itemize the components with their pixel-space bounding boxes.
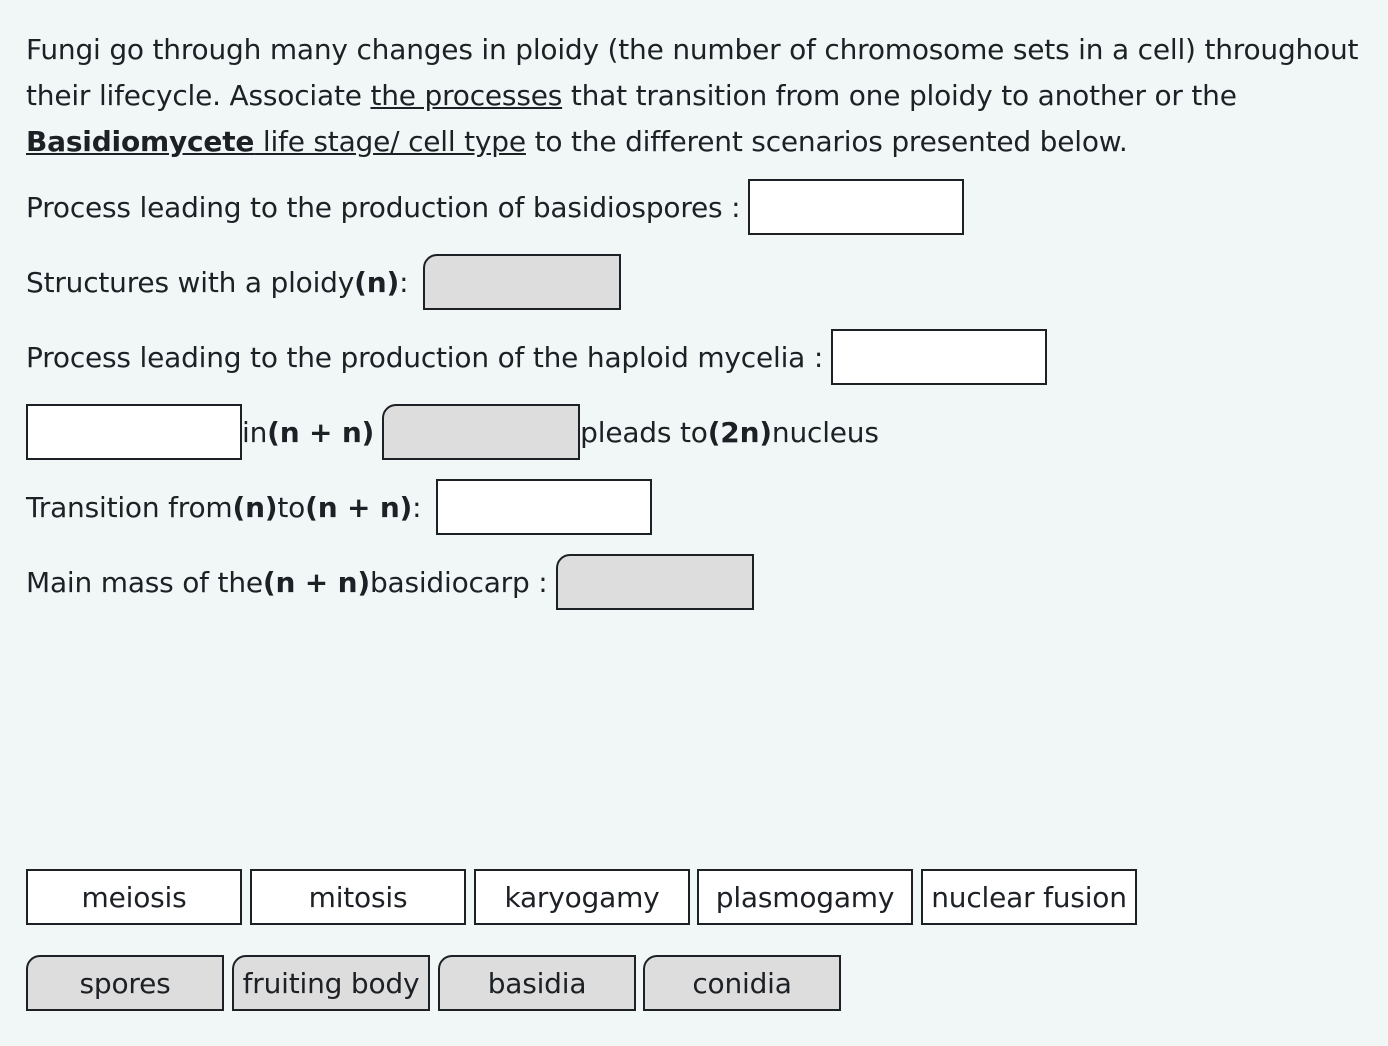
drop-zone-4[interactable]	[26, 404, 242, 460]
question-row-1	[26, 179, 964, 235]
question-5-suffix: :	[412, 490, 422, 524]
question-2-suffix: :	[399, 265, 409, 299]
intro-underlined-processes: the processes	[370, 79, 563, 112]
drag-choice-plasmogamy[interactable]: plasmogamy	[697, 869, 913, 925]
question-1-text: Process leading to the production of basidiospores :	[26, 190, 741, 224]
question-6-text: Main mass of the	[26, 565, 263, 599]
intro-underlined-life-stage: life stage/ cell type	[254, 125, 526, 158]
question-4-text-2: pleads to	[580, 415, 708, 449]
drag-choice-karyogamy[interactable]: karyogamy	[474, 869, 690, 925]
question-intro	[26, 27, 1366, 165]
drag-choice-conidia[interactable]: conidia	[643, 955, 841, 1011]
drag-choice-meiosis[interactable]: meiosis	[26, 869, 242, 925]
intro-text-2: that transition from one ploidy to another or the	[562, 79, 1237, 112]
question-4-text-1: in	[242, 415, 268, 449]
question-5-text-2: to	[277, 490, 306, 524]
intro-text-1: Fungi go through many changes in ploidy (the number of chromosome sets in a cell) throughout their lifecycle. Associate	[26, 33, 1359, 112]
question-5-bold-2: (n + n)	[305, 490, 413, 524]
question-6-suffix: basidiocarp :	[369, 565, 548, 599]
drop-zone-7[interactable]	[556, 554, 754, 610]
question-row-4	[26, 404, 879, 460]
question-5-text-1: Transition from	[26, 490, 233, 524]
drag-choice-mitosis[interactable]: mitosis	[250, 869, 466, 925]
question-row-2	[26, 254, 621, 310]
drag-choice-nuclear-fusion[interactable]: nuclear fusion	[921, 869, 1137, 925]
question-6-bold: (n + n)	[262, 565, 370, 599]
question-4-text-3: nucleus	[771, 415, 879, 449]
question-2-text: Structures with a ploidy	[26, 265, 355, 299]
drop-zone-1[interactable]	[748, 179, 964, 235]
drag-choice-basidia[interactable]: basidia	[438, 955, 636, 1011]
intro-text-3: to the different scenarios presented below.	[525, 125, 1128, 158]
intro-bold-basidiomycete: Basidiomycete	[26, 125, 255, 158]
question-2-bold: (n)	[354, 265, 400, 299]
drop-zone-6[interactable]	[436, 479, 652, 535]
question-5-bold-1: (n)	[232, 490, 278, 524]
question-3-text: Process leading to the production of the haploid mycelia :	[26, 340, 824, 374]
drag-choice-spores[interactable]: spores	[26, 955, 224, 1011]
question-row-3	[26, 329, 1047, 385]
question-4-bold-1: (n + n)	[267, 415, 375, 449]
drop-zone-2[interactable]	[423, 254, 621, 310]
drop-zone-5[interactable]	[382, 404, 580, 460]
question-row-6	[26, 554, 754, 610]
drop-zone-3[interactable]	[831, 329, 1047, 385]
question-row-5	[26, 479, 652, 535]
drag-choice-fruiting-body[interactable]: fruiting body	[232, 955, 430, 1011]
question-4-bold-2: (2n)	[707, 415, 772, 449]
